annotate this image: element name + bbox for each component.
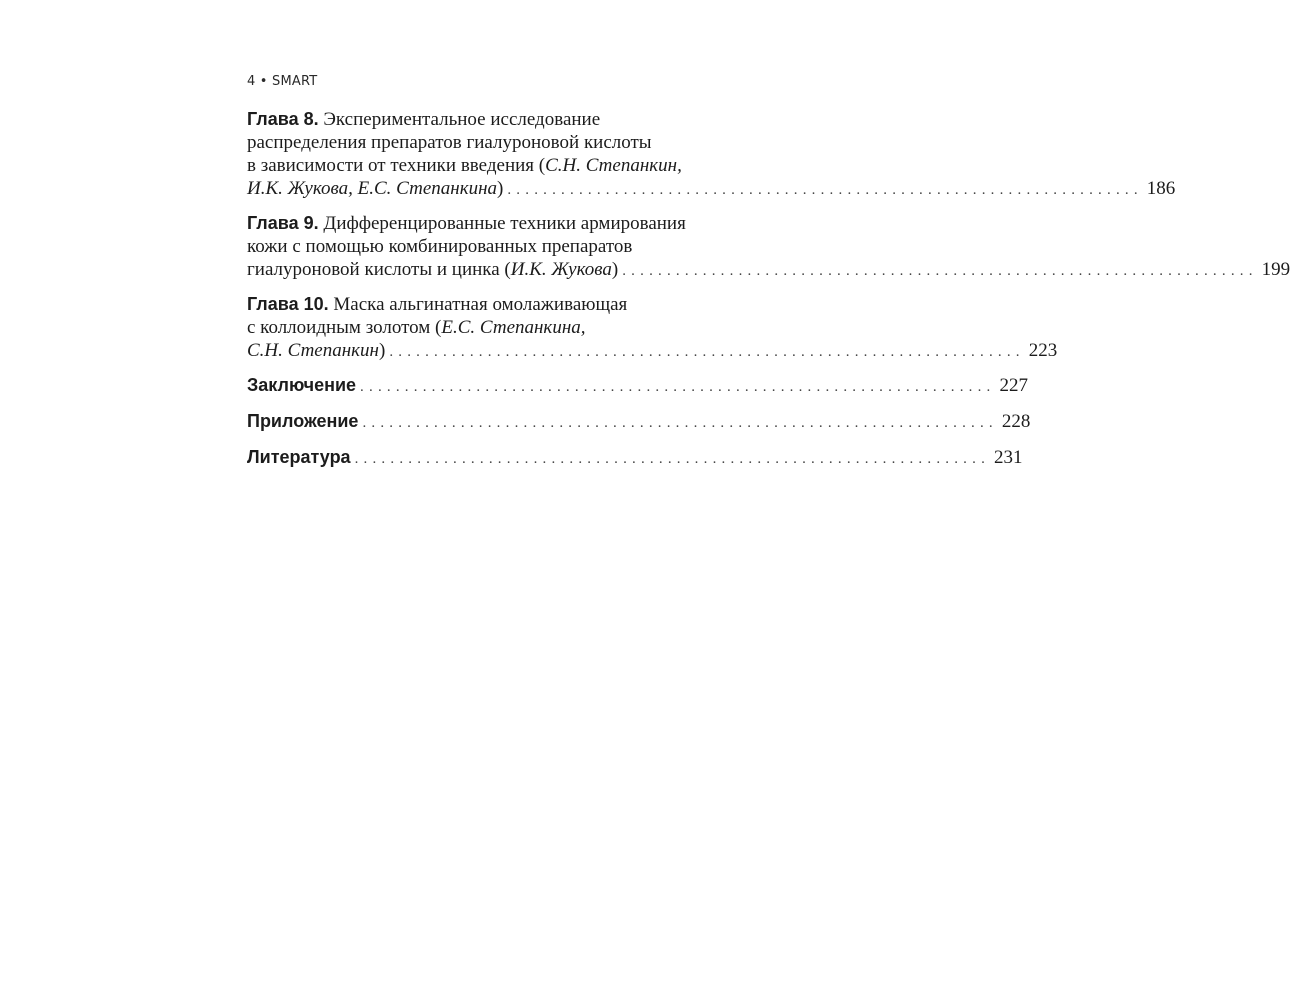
- dot-leader: .......................................................................: [360, 379, 996, 395]
- dot-leader: .......................................................................: [507, 182, 1143, 198]
- closing-paren: ): [497, 178, 504, 199]
- chapter-title: Маска альгинатная омолаживающая: [333, 294, 628, 315]
- toc-entry-line: [247, 177, 503, 200]
- chapter-title: Дифференцированные техники армирования: [323, 213, 686, 234]
- dot-leader: .......................................................................: [389, 344, 1025, 360]
- chapter-title-part: с коллоидным золотом (: [247, 317, 442, 338]
- toc-entry-chapter-10[interactable]: [247, 293, 1058, 364]
- table-of-contents: [247, 108, 1290, 482]
- toc-entry-line: распределения препаратов гиалуроновой кислоты: [247, 132, 652, 153]
- page-number: 199: [1261, 259, 1290, 280]
- section-label: Приложение: [247, 411, 359, 431]
- toc-entry-appendix[interactable]: [247, 410, 1031, 435]
- toc-entry-last-line: [247, 177, 1176, 202]
- chapter-label: Глава 10.: [247, 294, 329, 314]
- running-head: 4 • SMART: [247, 74, 318, 89]
- toc-entry-line: кожи с помощью комбинированных препаратов: [247, 236, 633, 257]
- toc-entry-conclusion[interactable]: [247, 374, 1028, 399]
- toc-entry-line: [247, 258, 618, 281]
- toc-entry-line: [247, 108, 768, 131]
- toc-entry-line: [247, 154, 768, 177]
- toc-entry-line: [247, 316, 768, 339]
- toc-entry-last-line: [247, 374, 1028, 399]
- chapter-authors: Е.С. Степанкина,: [441, 317, 586, 338]
- page-number: 223: [1028, 340, 1058, 361]
- toc-entry-last-line: [247, 258, 1290, 283]
- closing-paren: ): [378, 340, 386, 361]
- chapter-authors: С.Н. Степанкин: [247, 340, 379, 361]
- dot-leader: .......................................................................: [622, 263, 1258, 279]
- closing-paren: ): [611, 259, 619, 280]
- chapter-authors: И.К. Жукова, Е.С. Степанкина: [247, 178, 498, 199]
- chapter-label: Глава 8.: [247, 109, 319, 129]
- toc-entry-line: [247, 339, 385, 362]
- section-label: Заключение: [247, 375, 357, 395]
- page-number: 186: [1146, 178, 1176, 199]
- chapter-title-part: гиалуроновой кислоты и цинка (: [247, 259, 511, 280]
- chapter-title: Экспериментальное исследование: [323, 109, 601, 130]
- toc-entry-last-line: [247, 410, 1031, 435]
- chapter-authors: И.К. Жукова: [510, 259, 612, 280]
- section-label: Литература: [247, 447, 351, 467]
- toc-entry-chapter-9[interactable]: [247, 212, 1290, 283]
- dot-leader: .......................................................................: [354, 451, 991, 467]
- page-number: 231: [994, 447, 1023, 468]
- chapter-title-part: в зависимости от техники введения (: [247, 155, 546, 176]
- toc-entry-line: [247, 293, 768, 316]
- toc-entry-chapter-8[interactable]: [247, 108, 1176, 202]
- dot-leader: .......................................................................: [362, 415, 998, 431]
- chapter-authors: С.Н. Степанкин,: [545, 155, 682, 176]
- toc-entry-last-line: [247, 446, 1023, 471]
- chapter-label: Глава 9.: [247, 213, 319, 233]
- toc-entry-line: [247, 212, 768, 235]
- toc-entry-last-line: [247, 339, 1058, 364]
- page-number: 227: [999, 375, 1028, 396]
- toc-entry-literature[interactable]: [247, 446, 1023, 471]
- page-number: 228: [1001, 411, 1031, 432]
